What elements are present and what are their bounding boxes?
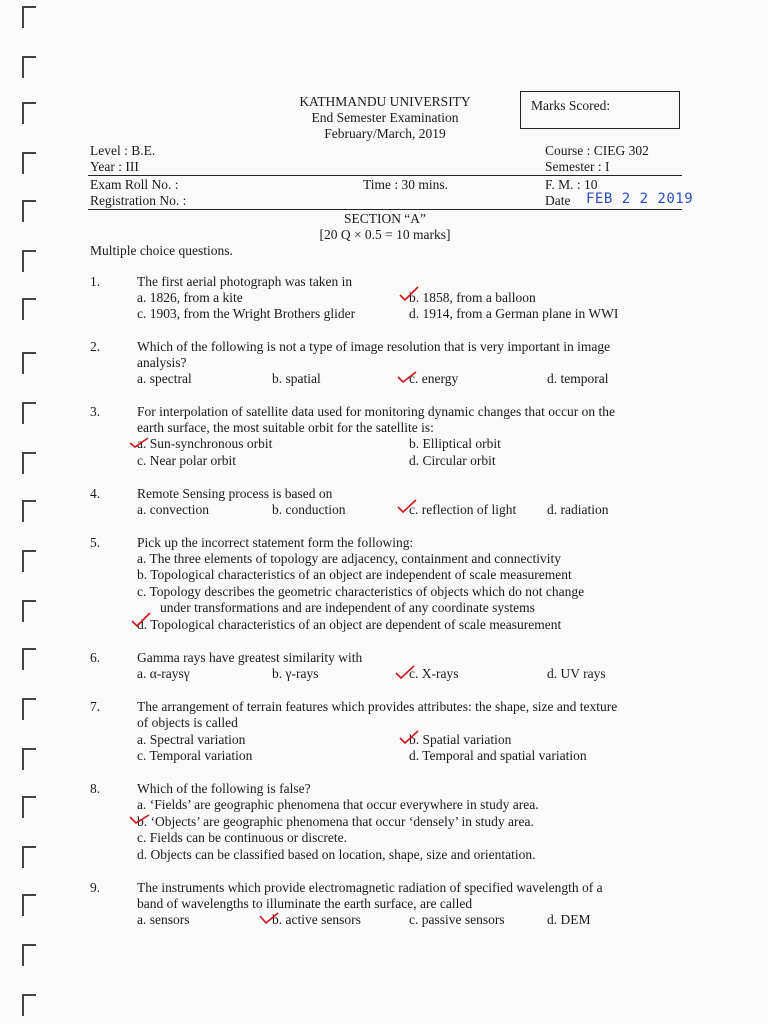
option-b[interactable]: b. Topological characteristics of an object are independent of scale measurement (137, 567, 572, 582)
date-label: Date (545, 193, 571, 208)
question-text: For interpolation of satellite data used for monitoring dynamic changes that occur on the (137, 404, 615, 419)
year-info: Year : III (90, 159, 139, 174)
full-marks-info: F. M. : 10 (545, 177, 598, 192)
option-b[interactable]: b. 1858, from a balloon (409, 290, 536, 305)
option-b[interactable]: b. Spatial variation (409, 732, 512, 747)
question-number: 3. (90, 404, 101, 419)
option-a[interactable]: a. convection (137, 502, 209, 517)
instruction-text: Multiple choice questions. (90, 243, 233, 258)
option-b[interactable]: b. Elliptical orbit (409, 436, 501, 451)
option-d[interactable]: d. Topological characteristics of an object are dependent of scale measurement (137, 617, 562, 632)
question-text-cont: analysis? (137, 355, 187, 370)
option-c[interactable]: c. passive sensors (409, 912, 505, 927)
question-text: Which of the following is not a type of image resolution that is very important in image (137, 339, 611, 354)
option-b[interactable]: b. active sensors (272, 912, 361, 927)
option-c[interactable]: c. Temporal variation (137, 748, 253, 763)
option-b[interactable]: b. γ-rays (272, 666, 319, 681)
option-a[interactable]: a. spectral (137, 371, 192, 386)
semester-info: Semester : I (545, 159, 610, 174)
question-text: The arrangement of terrain features which provides attributes: the shape, size and texture (137, 699, 618, 714)
option-c[interactable]: c. 1903, from the Wright Brothers glider (137, 306, 356, 321)
option-c[interactable]: c. Near polar orbit (137, 453, 236, 468)
question-number: 2. (90, 339, 101, 354)
question-number: 5. (90, 535, 101, 550)
section-marks: [20 Q × 0.5 = 10 marks] (319, 227, 451, 242)
time-info: Time : 30 mins. (363, 177, 449, 192)
question-number: 4. (90, 486, 101, 501)
option-d[interactable]: d. DEM (547, 912, 591, 927)
option-d[interactable]: d. Circular orbit (409, 453, 496, 468)
option-a[interactable]: a. Sun-synchronous orbit (137, 436, 273, 451)
question-number: 8. (90, 781, 101, 796)
question-number: 7. (90, 699, 101, 714)
option-c[interactable]: c. X-rays (409, 666, 459, 681)
exam-title: End Semester Examination (311, 110, 459, 125)
option-b[interactable]: b. spatial (272, 371, 321, 386)
question-text-cont: band of wavelengths to illuminate the earth surface, are called (137, 896, 473, 911)
question-text: Pick up the incorrect statement form the following: (137, 535, 414, 550)
question-text: The first aerial photograph was taken in (137, 274, 353, 289)
option-d[interactable]: d. UV rays (547, 666, 606, 681)
question-number: 1. (90, 274, 101, 289)
level-info: Level : B.E. (90, 143, 156, 158)
option-d[interactable]: d. Temporal and spatial variation (409, 748, 587, 763)
option-d[interactable]: d. temporal (547, 371, 609, 386)
marks-scored-box[interactable] (520, 91, 680, 129)
option-a[interactable]: a. Spectral variation (137, 732, 246, 747)
option-c[interactable]: c. energy (409, 371, 459, 386)
question-text-cont: of objects is called (137, 715, 238, 730)
option-a[interactable]: a. 1826, from a kite (137, 290, 243, 305)
question-text: Gamma rays have greatest similarity with (137, 650, 363, 665)
option-a[interactable]: a. The three elements of topology are adjacency, containment and connectivity (137, 551, 561, 566)
option-c[interactable]: c. Fields can be continuous or discrete. (137, 830, 347, 845)
question-text: Remote Sensing process is based on (137, 486, 333, 501)
option-c[interactable]: c. reflection of light (409, 502, 517, 517)
question-number: 9. (90, 880, 101, 895)
option-d[interactable]: d. 1914, from a German plane in WWI (409, 306, 619, 321)
question-number: 6. (90, 650, 101, 665)
question-text: The instruments which provide electromagnetic radiation of specified wavelength of a (137, 880, 603, 895)
university-name: KATHMANDU UNIVERSITY (299, 94, 471, 109)
question-text: Which of the following is false? (137, 781, 311, 796)
question-text-cont: earth surface, the most suitable orbit for the satellite is: (137, 420, 434, 435)
option-a[interactable]: a. sensors (137, 912, 190, 927)
marks-scored-label: Marks Scored: (531, 98, 611, 113)
registration-label: Registration No. : (90, 193, 187, 208)
exam-session: February/March, 2019 (324, 126, 446, 141)
exam-roll-label: Exam Roll No. : (90, 177, 179, 192)
option-a[interactable]: a. ‘Fields’ are geographic phenomena that occur everywhere in study area. (137, 797, 539, 812)
divider (88, 209, 682, 210)
divider (88, 175, 682, 176)
option-d[interactable]: d. Objects can be classified based on location, shape, size and orientation. (137, 847, 536, 862)
option-d[interactable]: d. radiation (547, 502, 609, 517)
option-c-cont: under transformations and are independent of any coordinate systems (160, 600, 535, 615)
section-title: SECTION “A” (343, 211, 427, 226)
option-c[interactable]: c. Topology describes the geometric characteristics of objects which do not change (137, 584, 585, 599)
option-a[interactable]: a. α-raysγ (137, 666, 190, 681)
course-info: Course : CIEG 302 (545, 143, 649, 158)
option-b[interactable]: b. ‘Objects’ are geographic phenomena that occur ‘densely’ in study area. (137, 814, 534, 829)
date-stamp: FEB 2 2 2019 (586, 191, 694, 207)
option-b[interactable]: b. conduction (272, 502, 346, 517)
